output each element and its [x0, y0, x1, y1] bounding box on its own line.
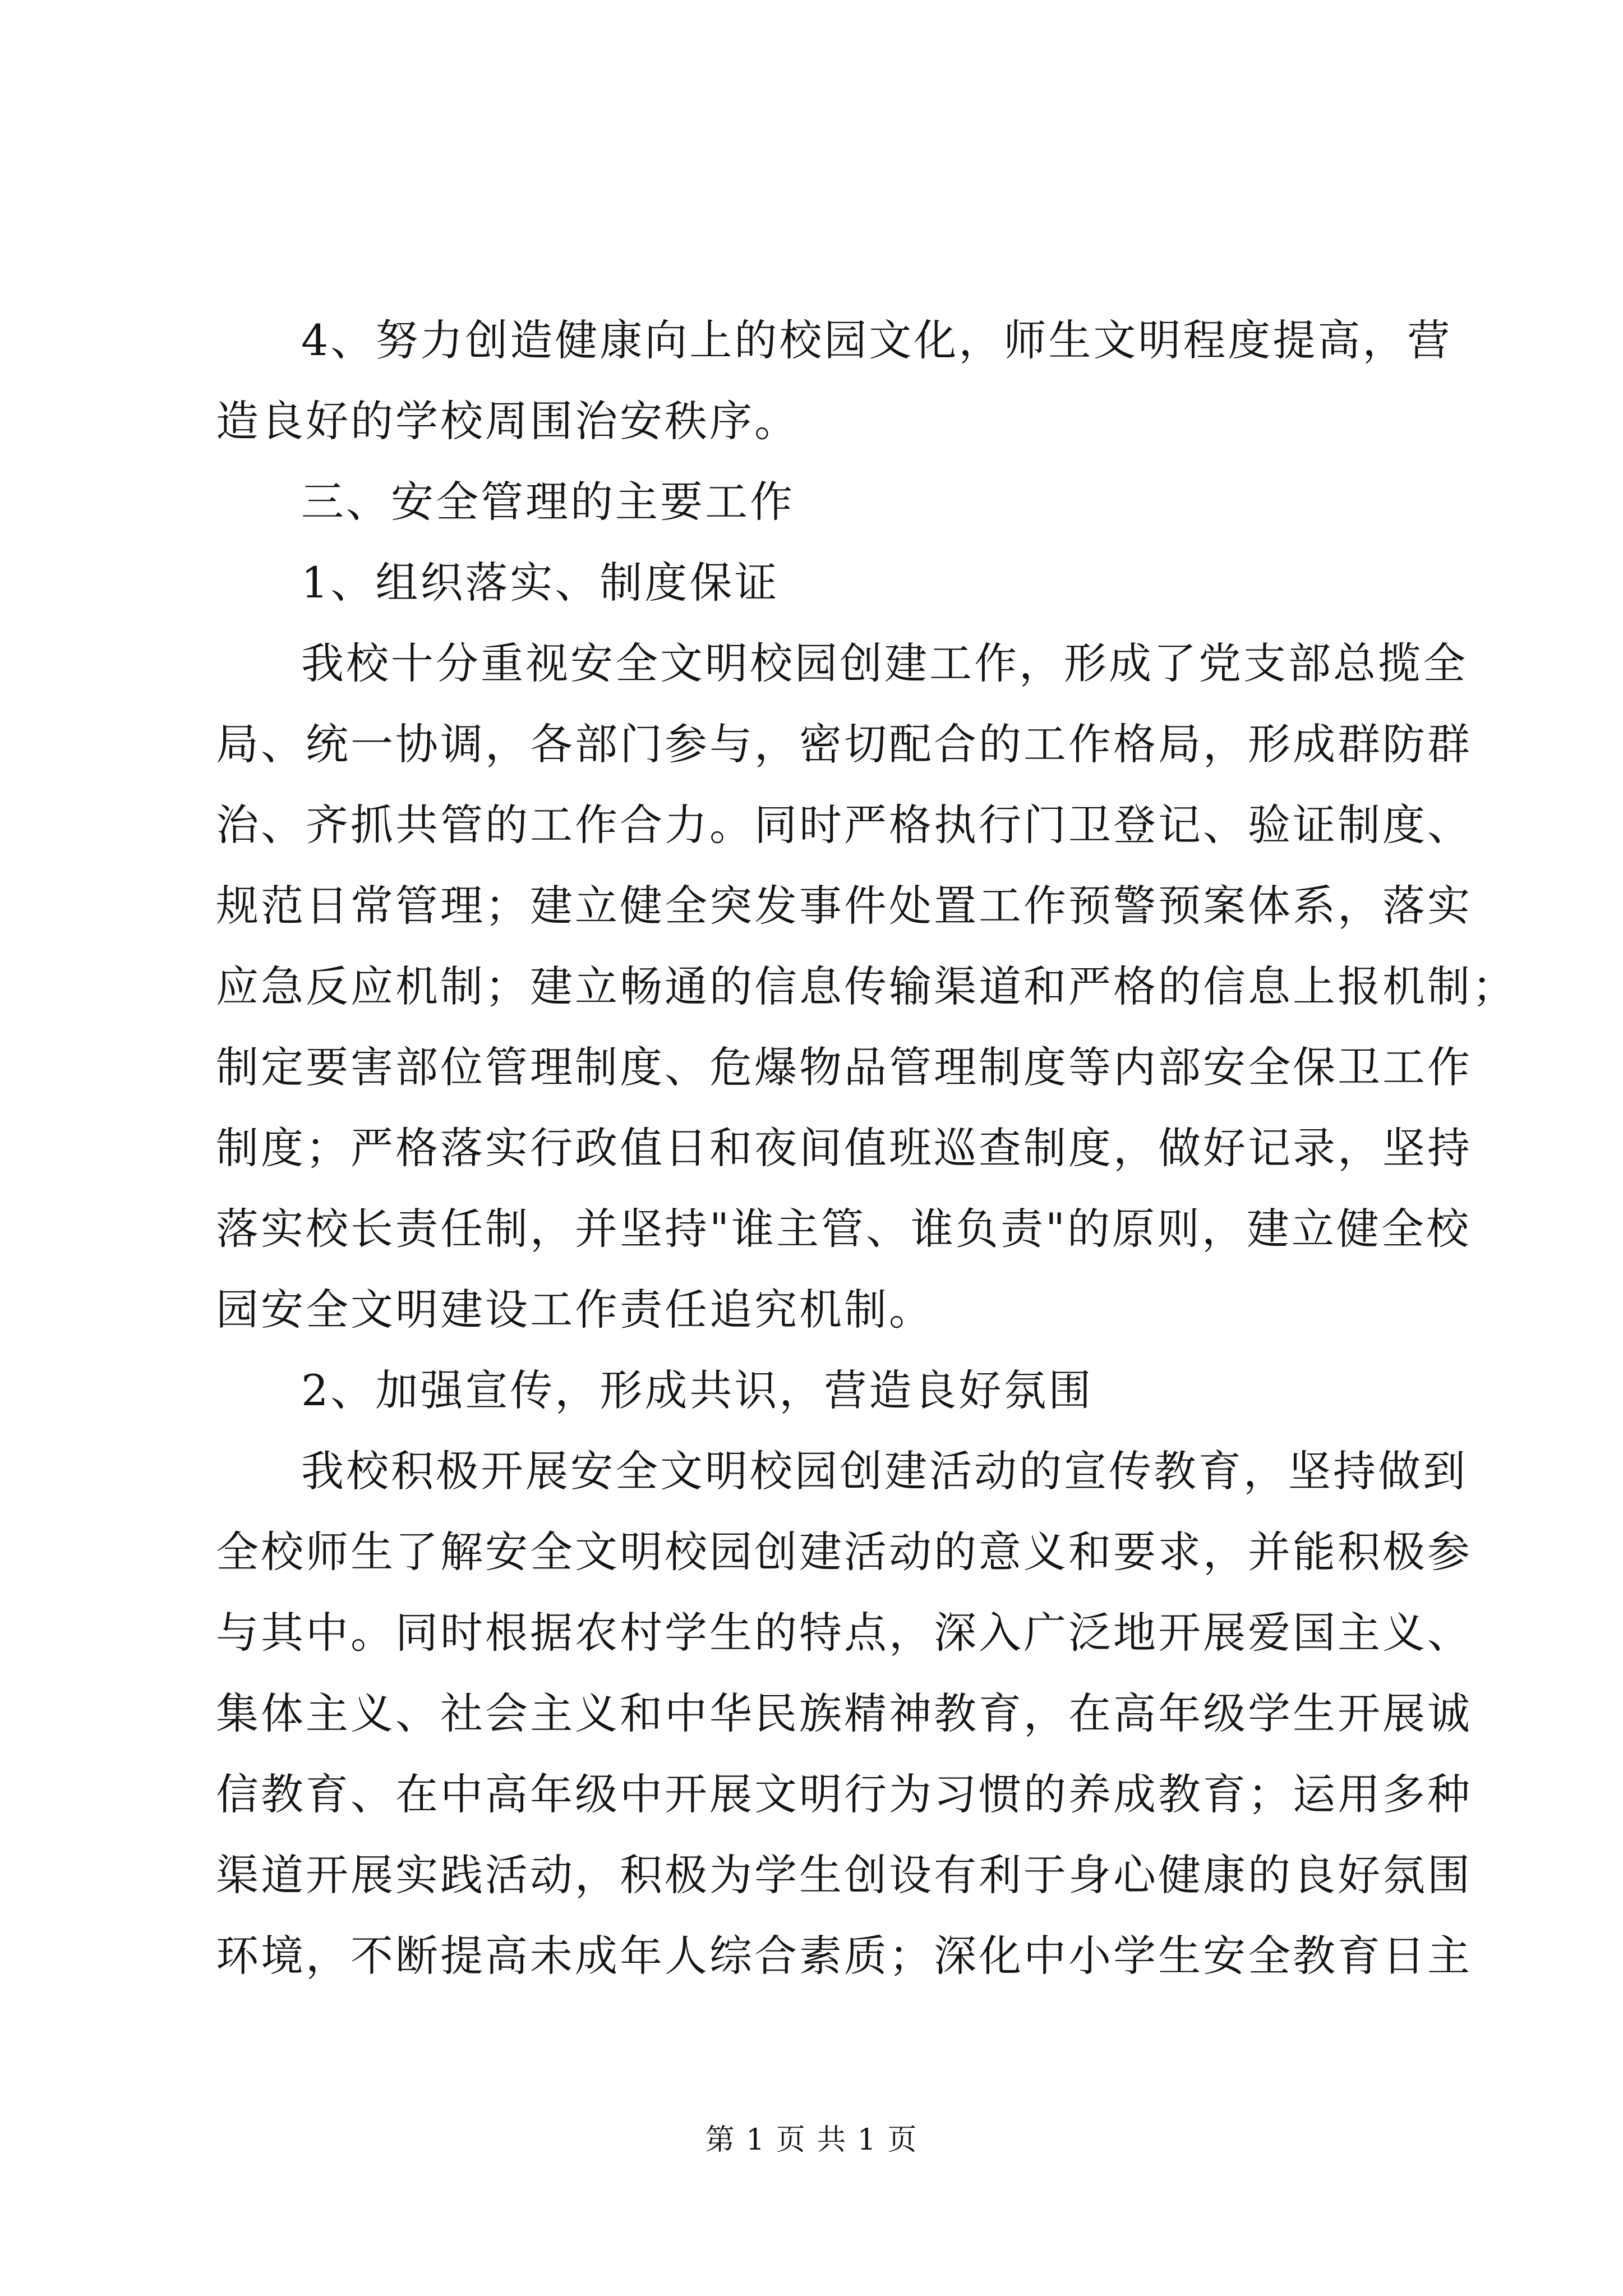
- text-line: 制定要害部位管理制度、危爆物品管理制度等内部安全保卫工作: [216, 1042, 1472, 1092]
- paragraph-publicity: [216, 1431, 1472, 1996]
- text-line: 造良好的学校周围治安秩序。: [216, 396, 799, 446]
- text-line: 制度；严格落实行政值日和夜间值班巡查制度，做好记录，坚持: [216, 1123, 1472, 1173]
- text-line: 全校师生了解安全文明校园创建活动的意义和要求，并能积极参: [216, 1527, 1472, 1577]
- text-line: 治、齐抓共管的工作合力。同时严格执行门卫登记、验证制度、: [216, 800, 1472, 850]
- subheading-organization: [216, 542, 1422, 623]
- text-line: 我校积极开展安全文明校园创建活动的宣传教育，坚持做到: [301, 1446, 1468, 1496]
- text-line: 应急反应机制；建立畅通的信息传输渠道和严格的信息上报机制；: [216, 961, 1517, 1011]
- text-line: 2、加强宣传，形成共识，营造良好氛围: [301, 1365, 1094, 1415]
- text-line: 落实校长责任制，并坚持"谁主管、谁负责"的原则，建立健全校: [216, 1204, 1471, 1254]
- paragraph-organization: [216, 623, 1517, 1350]
- page-footer: 第 1 页 共 1 页: [705, 2123, 918, 2157]
- text-line: 局、统一协调，各部门参与，密切配合的工作格局，形成群防群: [216, 719, 1472, 769]
- text-line: 规范日常管理；建立健全突发事件处置工作预警预案体系，落实: [216, 881, 1472, 931]
- text-line: 1、组织落实、制度保证: [301, 558, 780, 608]
- document-body: [216, 300, 1517, 1996]
- text-line: 我校十分重视安全文明校园创建工作，形成了党支部总揽全: [301, 638, 1468, 688]
- text-line: 园安全文明建设工作责任追究机制。: [216, 1285, 934, 1335]
- text-line: 三、安全管理的主要工作: [301, 477, 795, 527]
- text-line: 与其中。同时根据农村学生的特点，深入广泛地开展爱国主义、: [216, 1608, 1472, 1658]
- section-heading-main-work: [216, 462, 1422, 542]
- text-line: 信教育、在中高年级中开展文明行为习惯的养成教育；运用多种: [216, 1769, 1472, 1819]
- text-line: 环境，不断提高未成年人综合素质；深化中小学生安全教育日主: [216, 1931, 1472, 1981]
- subheading-publicity: [216, 1350, 1422, 1431]
- text-line: 4、努力创造健康向上的校园文化，师生文明程度提高，营: [301, 315, 1453, 365]
- text-line: 集体主义、社会主义和中华民族精神教育，在高年级学生开展诚: [216, 1688, 1472, 1738]
- text-line: 渠道开展实践活动，积极为学生创设有利于身心健康的良好氛围: [216, 1850, 1472, 1900]
- paragraph-campus-culture: [216, 300, 1453, 462]
